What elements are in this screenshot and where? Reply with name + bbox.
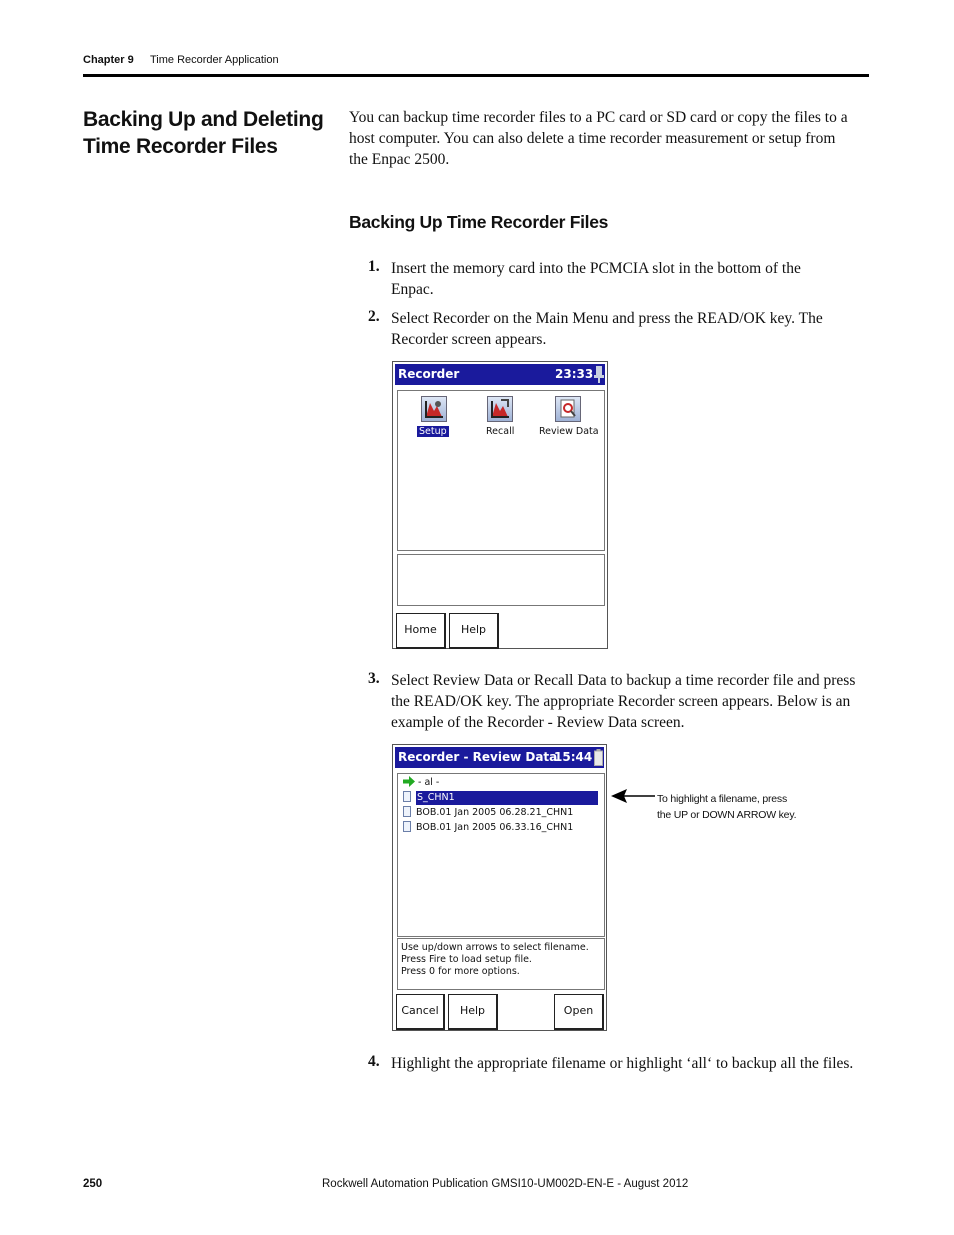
step-line: Highlight the appropriate filename or highlight ‘all‘ to backup all the files.: [391, 1055, 854, 1072]
message-panel: [397, 554, 605, 606]
callout-arrow-icon: [611, 788, 655, 804]
help-text-panel: [397, 938, 605, 990]
file-name: BOB.01 Jan 2005 06.33.16_CHN1: [416, 822, 574, 833]
document-icon: [403, 791, 411, 802]
icon-label-recall[interactable]: Recall: [486, 426, 515, 437]
section-title-line2: Time Recorder Files: [83, 135, 278, 158]
step-line: Select Recorder on the Main Menu and press the READ/OK key. The: [391, 310, 823, 327]
recorder-screen: [392, 361, 608, 649]
battery-icon: [594, 749, 603, 766]
clock: 15:44: [554, 750, 593, 764]
help-line: Press 0 for more options.: [401, 966, 520, 977]
list-item-file[interactable]: [403, 821, 573, 835]
home-button[interactable]: Home: [396, 613, 446, 649]
file-name: S_CHN1: [416, 791, 598, 805]
document-icon: [403, 806, 411, 817]
icon-label-setup[interactable]: Setup: [419, 426, 447, 437]
step-number: 2.: [368, 308, 380, 325]
step-line: Enpac.: [391, 281, 434, 298]
step-text: [391, 1053, 881, 1074]
recorder-title: Recorder: [398, 367, 460, 381]
step-text: [391, 258, 881, 300]
review-data-icon[interactable]: [555, 396, 581, 422]
intro-line: the Enpac 2500.: [349, 151, 450, 168]
help-line: Press Fire to load setup file.: [401, 954, 532, 965]
callout-text: [657, 791, 837, 823]
section-title-line1: Backing Up and Deleting: [83, 108, 324, 131]
step-number: 4.: [368, 1053, 380, 1070]
step-line: Select Review Data or Recall Data to backup a time recorder file and press: [391, 672, 856, 689]
publication-info: Rockwell Automation Publication GMSI10-UM002D-EN-E - August 2012: [322, 1178, 689, 1190]
chapter-label: Chapter 9: [83, 54, 134, 66]
step-text: [391, 308, 881, 350]
review-data-screen: [392, 744, 607, 1031]
list-item-all[interactable]: [403, 776, 439, 790]
clock: 23:33: [555, 367, 594, 381]
review-data-title: Recorder - Review Data: [398, 750, 558, 764]
recorder-setup-icon[interactable]: [421, 396, 447, 422]
chapter-section-label: Time Recorder Application: [150, 54, 279, 66]
step-line: example of the Recorder - Review Data screen.: [391, 714, 685, 731]
step-number: 3.: [368, 670, 380, 687]
subheading: Backing Up Time Recorder Files: [349, 212, 609, 232]
section-title: [83, 106, 333, 160]
recorder-titlebar: [395, 364, 605, 385]
header-rule: [83, 74, 869, 77]
callout-line: To highlight a filename, press: [657, 793, 787, 805]
help-button[interactable]: Help: [449, 613, 499, 649]
page-number: 250: [83, 1178, 103, 1190]
document-icon: [403, 821, 411, 832]
step-number: 1.: [368, 258, 380, 275]
intro-line: host computer. You can also delete a time recorder measurement or setup from: [349, 130, 836, 147]
callout-line: the UP or DOWN ARROW key.: [657, 809, 797, 821]
step-line: Recorder screen appears.: [391, 331, 547, 348]
list-item-all-label: - al -: [418, 777, 440, 788]
step-text: [391, 670, 881, 733]
help-button[interactable]: Help: [448, 994, 498, 1030]
help-line: Use up/down arrows to select filename.: [401, 942, 589, 953]
icon-label-review-data[interactable]: Review Data: [539, 426, 599, 437]
icon-panel: [397, 390, 605, 551]
recorder-recall-icon[interactable]: [487, 396, 513, 422]
intro-line: You can backup time recorder files to a PC card or SD card or copy the files to a: [349, 109, 848, 126]
intro-paragraph: [349, 107, 869, 170]
step-line: the READ/OK key. The appropriate Recorder screen appears. Below is an: [391, 693, 851, 710]
help-text: [401, 942, 589, 978]
battery-plug-icon: [593, 366, 605, 383]
list-item-file[interactable]: [403, 806, 573, 820]
file-list[interactable]: [397, 773, 605, 937]
file-name: BOB.01 Jan 2005 06.28.21_CHN1: [416, 807, 574, 818]
review-data-titlebar: [395, 747, 604, 768]
open-button[interactable]: Open: [554, 994, 604, 1030]
green-arrow-icon: [403, 776, 415, 787]
list-item-file[interactable]: [403, 791, 598, 805]
cancel-button[interactable]: Cancel: [396, 994, 445, 1030]
step-line: Insert the memory card into the PCMCIA slot in the bottom of the: [391, 260, 801, 277]
